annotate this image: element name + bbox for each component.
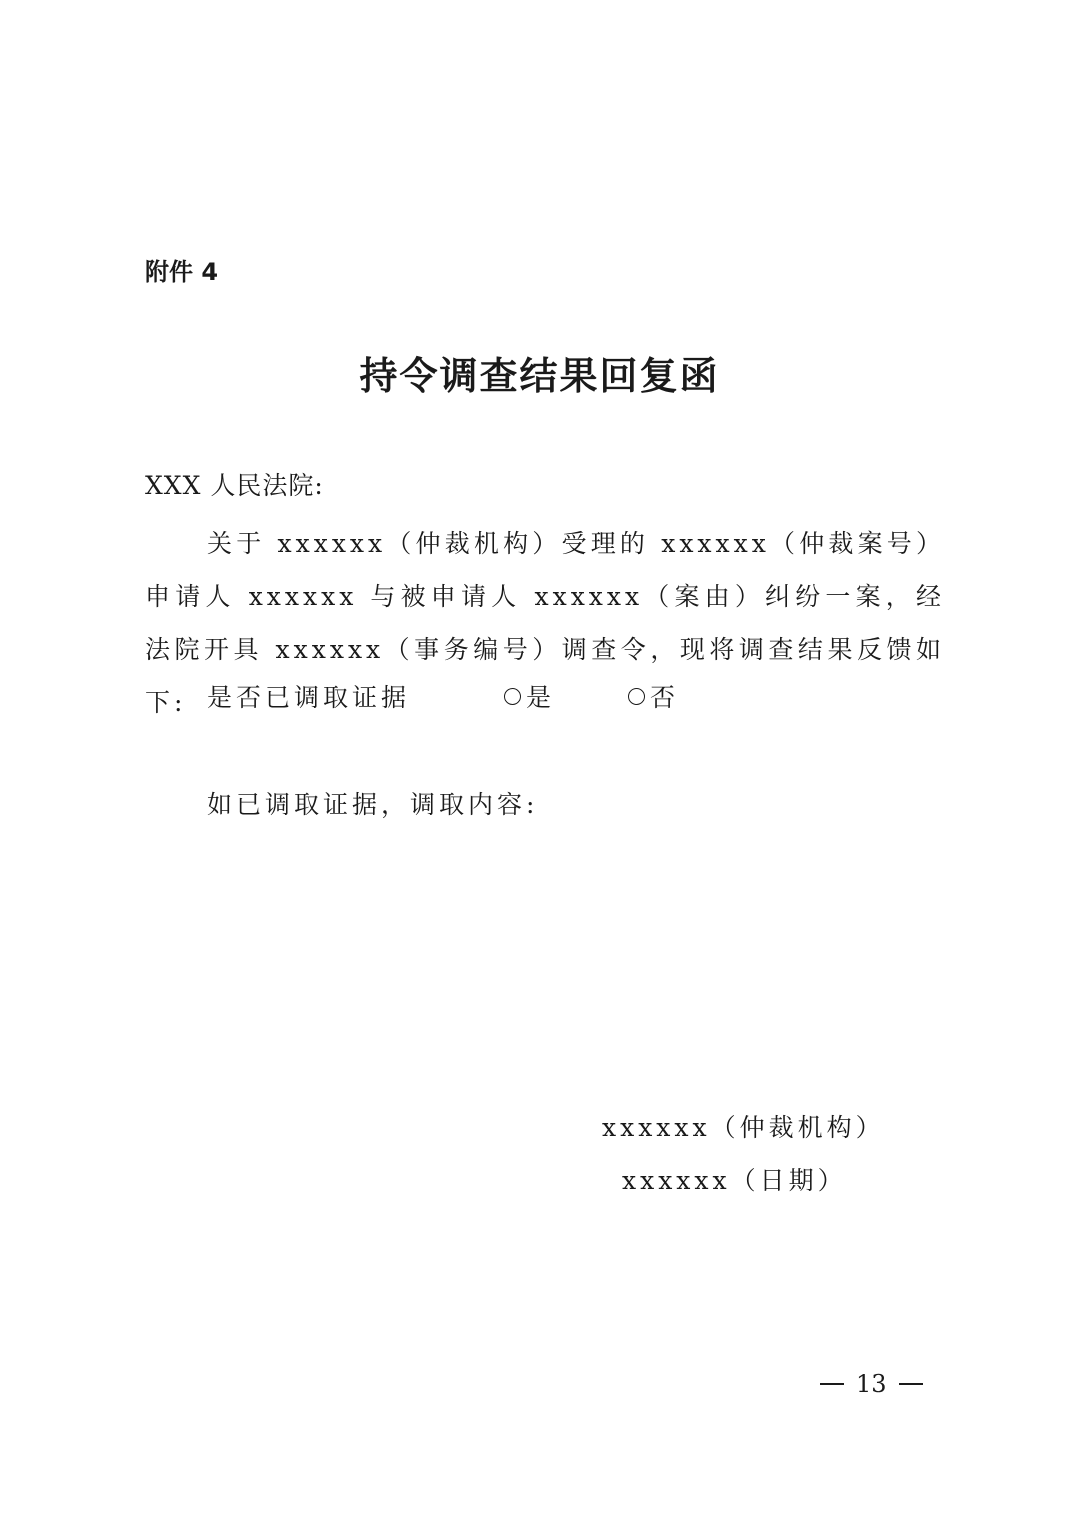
salutation: XXX 人民法院: xyxy=(145,471,324,500)
page-number xyxy=(820,1370,923,1398)
option-no-label: 否 xyxy=(650,683,680,712)
body-paragraph: 关于 xxxxxx（仲裁机构）受理的 xxxxxx（仲裁案号）申请人 xxxxxx 与被申请人 xxxxxx（案由）纠纷一案，经法院开具 xxxxxx（事务编号）调查令，现将调查结果反馈如下: xyxy=(145,529,945,717)
dash-right xyxy=(899,1383,923,1385)
attachment-label: 附件 4 xyxy=(145,258,219,286)
evidence-question-label: 是否已调取证据 xyxy=(207,683,411,712)
retrieved-content-label: 如已调取证据，调取内容: xyxy=(207,790,539,819)
radio-circle-icon[interactable] xyxy=(628,688,645,705)
evidence-question-row xyxy=(207,678,680,714)
option-yes[interactable] xyxy=(504,678,555,714)
option-no[interactable] xyxy=(628,678,679,714)
page-number-value: 13 xyxy=(856,1370,887,1398)
signature-organization: xxxxxx（仲裁机构） xyxy=(602,1113,885,1142)
dash-left xyxy=(820,1383,844,1385)
option-yes-label: 是 xyxy=(526,683,556,712)
radio-circle-icon[interactable] xyxy=(504,688,521,705)
signature-date: xxxxxx（日期） xyxy=(622,1166,847,1195)
document-title: 持令调查结果回复函 xyxy=(359,353,720,398)
